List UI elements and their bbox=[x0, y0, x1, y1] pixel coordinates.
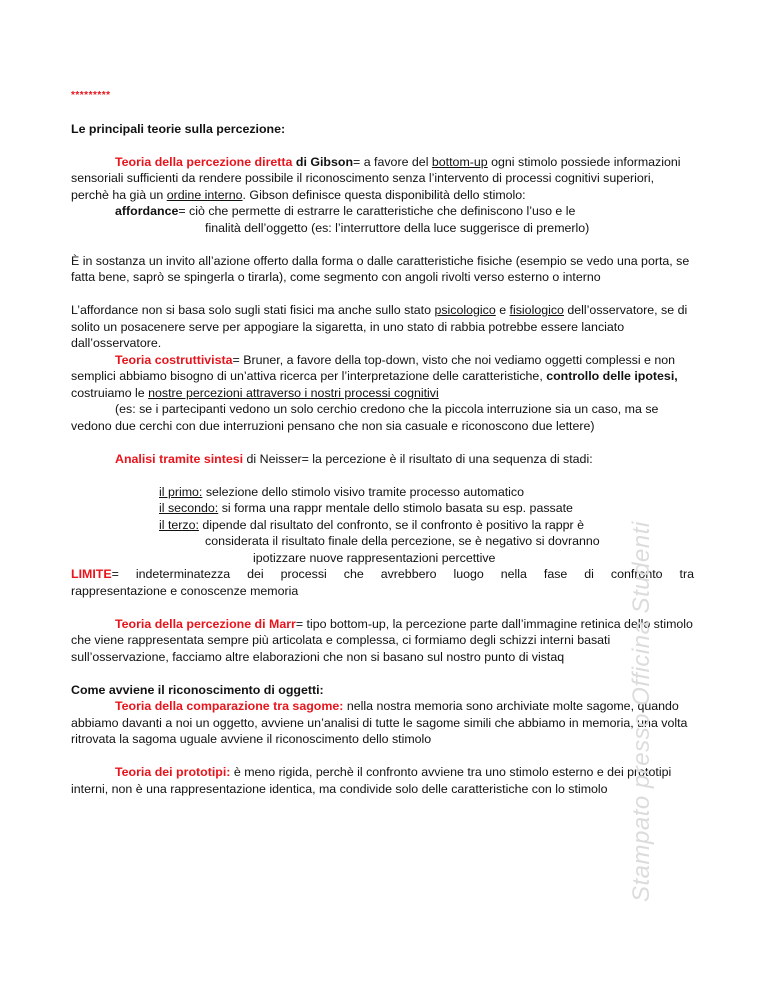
underlined-term: ordine interno bbox=[166, 187, 243, 202]
theory-title-marr: Teoria della percezione di Marr bbox=[115, 616, 296, 631]
theory-title-sagome: Teoria della comparazione tra sagome: bbox=[115, 699, 344, 713]
theory-title-prototipi: Teoria dei prototipi: bbox=[115, 765, 231, 779]
paragraph-costruttivista: Teoria costruttivista= Bruner, a favore della top-down, visto che noi vediamo oggetti complessi e non semplici abbiamo bisogno di un’attiva ricerca per l’interpretazione delle caratteristiche, controllo delle ipotesi, costruiamo le nostre percezioni attraverso i nostri processi cognitivi bbox=[71, 352, 678, 400]
theory-title-gibson: Teoria della percezione diretta bbox=[115, 154, 293, 169]
limite-line-cont: rappresentazione e conoscenze memoria bbox=[71, 583, 299, 598]
stage-item-cont: ipotizzare nuove rappresentazioni percettive bbox=[253, 550, 496, 565]
paragraph-sagome: Teoria della comparazione tra sagome: nella nostra memoria sono archiviate molte sagome, quando abbiamo davanti a noi un oggetto, avviene un’analisi di tutte le sagome simili che abbiamo in memoria, una volta ritrovata la sagoma uguale avviene il riconoscimento dello stimolo bbox=[71, 699, 688, 746]
theory-title-costruttivista: Teoria costruttivista bbox=[115, 352, 233, 367]
underlined-term: bottom-up bbox=[431, 154, 488, 169]
paragraph-invito: È in sostanza un invito all’azione offerto dalla forma o dalle caratteristiche fisiche (esempio se vedo una porta, se fatta bene, saprò se spingerla o tirarla), come segmento con angoli rivolti verso esterno o interno bbox=[71, 253, 690, 284]
stage-item: il terzo: dipende dal risultato del confronto, se il confronto è positivo la rappr è bbox=[159, 517, 584, 532]
watermark: Stampato presso Officina Studenti bbox=[628, 521, 655, 902]
page-heading: Le principali teorie sulla percezione: bbox=[71, 121, 286, 136]
limite-line: LIMITE= indeterminatezza dei processi che avrebbero luogo nella fase di confronto tra bbox=[71, 567, 694, 581]
affordance-definition-cont: finalità dell’oggetto (es: l’interruttore della luce suggerisce di premerlo) bbox=[205, 220, 590, 235]
paragraph-marr: Teoria della percezione di Marr= tipo bottom-up, la percezione parte dall’immagine retinica dello stimolo che viene rappresentata sempre più articolata e complessa, ci formiamo degli schizzi interni basati sull’osservazione, facciamo altre elaborazioni che non si basano sul nostro punto di vistaq bbox=[71, 616, 693, 664]
stage-item-cont: considerata il risultato finale della percezione, se è negativo si dovranno bbox=[205, 534, 600, 548]
stage-item: il secondo: si forma una rappr mentale dello stimolo basata su esp. passate bbox=[159, 501, 573, 515]
paragraph-prototipi: Teoria dei prototipi: è meno rigida, perchè il confronto avviene tra uno stimolo esterno e dei prototipi interni, non è una rappresentazione identica, ma condivide solo delle caratteristiche con lo stimolo bbox=[71, 765, 672, 796]
paragraph-neisser: Analisi tramite sintesi di Neisser= la percezione è il risultato di una sequenza di stadi: bbox=[115, 451, 593, 466]
document-page bbox=[71, 88, 694, 797]
separator-stars: ********* bbox=[71, 90, 111, 101]
term-affordance: affordance bbox=[115, 204, 179, 218]
paragraph-gibson: Teoria della percezione diretta di Gibson= a favore del bottom-up ogni stimolo possiede informazioni sensoriali sufficienti da rendere possibile il riconoscimento senza l’intervento di processi cognitivi superiori, perchè ha già un ordine interno. Gibson definisce questa disponibilità dello stimolo: bbox=[71, 154, 681, 202]
theory-title-neisser: Analisi tramite sintesi bbox=[115, 451, 244, 466]
paragraph-costruttivista-example: (es: se i partecipanti vedono un solo cerchio credono che la piccola interruzione sia un caso, ma se vedono due cerchi con due interruzioni pensano che non sia casuale e riconoscono due lettere) bbox=[71, 402, 659, 433]
stage-item: il primo: selezione dello stimolo visivo tramite processo automatico bbox=[159, 484, 524, 499]
limite-label: LIMITE bbox=[71, 567, 112, 581]
section-heading-riconoscimento: Come avviene il riconoscimento di oggetti: bbox=[71, 682, 324, 697]
paragraph-affordance-states: L’affordance non si basa solo sugli stati fisici ma anche sullo stato psicologico e fisiologico dell’osservatore, se di solito un posacenere serve per appogiare la sigaretta, in uno stato di rabbia potrebbe essere lanciato dall’osservatore. bbox=[71, 303, 688, 350]
affordance-definition: affordance= ciò che permette di estrarre le caratteristiche che definiscono l’uso e le bbox=[115, 204, 576, 218]
